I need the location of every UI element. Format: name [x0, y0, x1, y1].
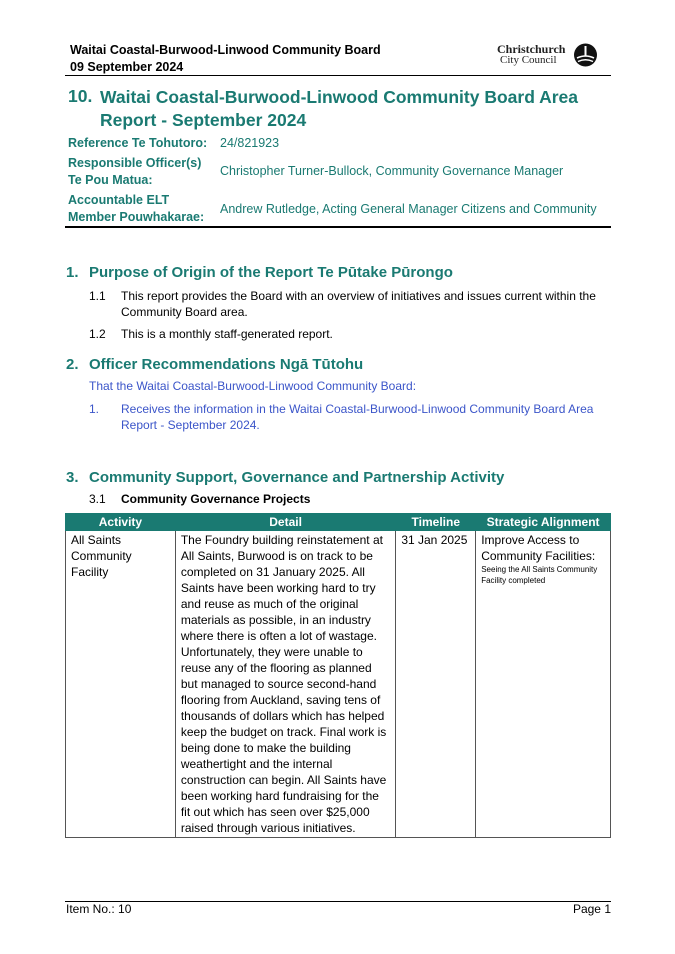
board-name: Waitai Coastal-Burwood-Linwood Community Board [70, 43, 381, 57]
meta-label-elt: Accountable ELT Member Pouwhakarae: [68, 193, 205, 224]
detail-cell: The Foundry building reinstatement at All Saints, Burwood is on track to be completed on 31 January 2025. All Saints have been working hard to try and reuse as much of the original materials as possible, in an industry where there is often a lot of wastage. Unfortunately, they were unable to reuse any of the flooring as planned but managed to source second-hand flooring from Auckland, saving tens of thousands of dollars which has helped keep the budget on track. Final work is being done to make the building weathertight and the internal construction can begin. All Saints have been working hard fundraising for the fit out which has seen over $25,000 raised through various initiatives. [175, 531, 395, 838]
alignment-text: Improve Access to Community Facilities: [481, 533, 596, 563]
section1-number: 1. [66, 264, 79, 281]
footer-divider [65, 901, 611, 902]
meta-label-reference: Reference Te Tohutoro: [68, 136, 208, 150]
page-title: Waitai Coastal-Burwood-Linwood Community Board Area Report - September 2024 [100, 87, 579, 130]
table-row [66, 531, 611, 838]
logo-line1: Christchurch [497, 42, 566, 56]
section3-title: Community Support, Governance and Partnership Activity [89, 469, 505, 486]
subsection-number: 3.1 [89, 492, 106, 506]
recommendation-intro: That the Waitai Coastal-Burwood-Linwood Community Board: [89, 379, 417, 393]
recommendation-text: Receives the information in the Waitai Coastal-Burwood-Linwood Community Board Area Report - September 2024. [121, 402, 594, 432]
section2-number: 2. [66, 356, 79, 373]
meta-label-officer: Responsible Officer(s) Te Pou Matua: [68, 156, 202, 187]
section3-number: 3. [66, 469, 79, 486]
council-logo [497, 43, 600, 67]
recommendation-number: 1. [89, 402, 100, 416]
meta-value-officer: Christopher Turner-Bullock, Community Governance Manager [220, 164, 564, 178]
para-number: 1.1 [89, 289, 106, 303]
projects-table [65, 513, 611, 838]
subsection-title: Community Governance Projects [121, 492, 311, 506]
column-header: Detail [175, 514, 395, 531]
meta-value-reference: 24/821923 [220, 136, 280, 150]
footer-item-number: Item No.: 10 [66, 902, 132, 916]
footer-page-number: Page 1 [572, 902, 611, 916]
para-text: This is a monthly staff-generated report. [121, 327, 333, 341]
council-emblem-icon [573, 43, 598, 67]
section1-title: Purpose of Origin of the Report Te Pūtake Pūrongo [89, 264, 453, 281]
column-header: Timeline [396, 514, 476, 531]
para-number: 1.2 [89, 327, 106, 341]
section2-title: Officer Recommendations Ngā Tūtohu [89, 356, 364, 373]
table-header-row [66, 514, 611, 531]
alignment-cell [476, 531, 611, 838]
meeting-date: 09 September 2024 [70, 60, 184, 74]
meta-value-elt: Andrew Rutledge, Acting General Manager Citizens and Community [220, 202, 597, 216]
timeline-cell: 31 Jan 2025 [396, 531, 476, 838]
activity-cell: All Saints Community Facility [66, 531, 176, 838]
meta-divider [65, 226, 611, 228]
item-number: 10. [68, 86, 93, 106]
header-divider [65, 75, 611, 76]
logo-line2: City Council [500, 54, 557, 66]
column-header: Activity [66, 514, 176, 531]
para-text: This report provides the Board with an overview of initiatives and issues current within the Community Board area. [121, 289, 596, 319]
alignment-note: Seeing the All Saints Community Facility completed [481, 565, 598, 585]
column-header: Strategic Alignment [476, 514, 611, 531]
